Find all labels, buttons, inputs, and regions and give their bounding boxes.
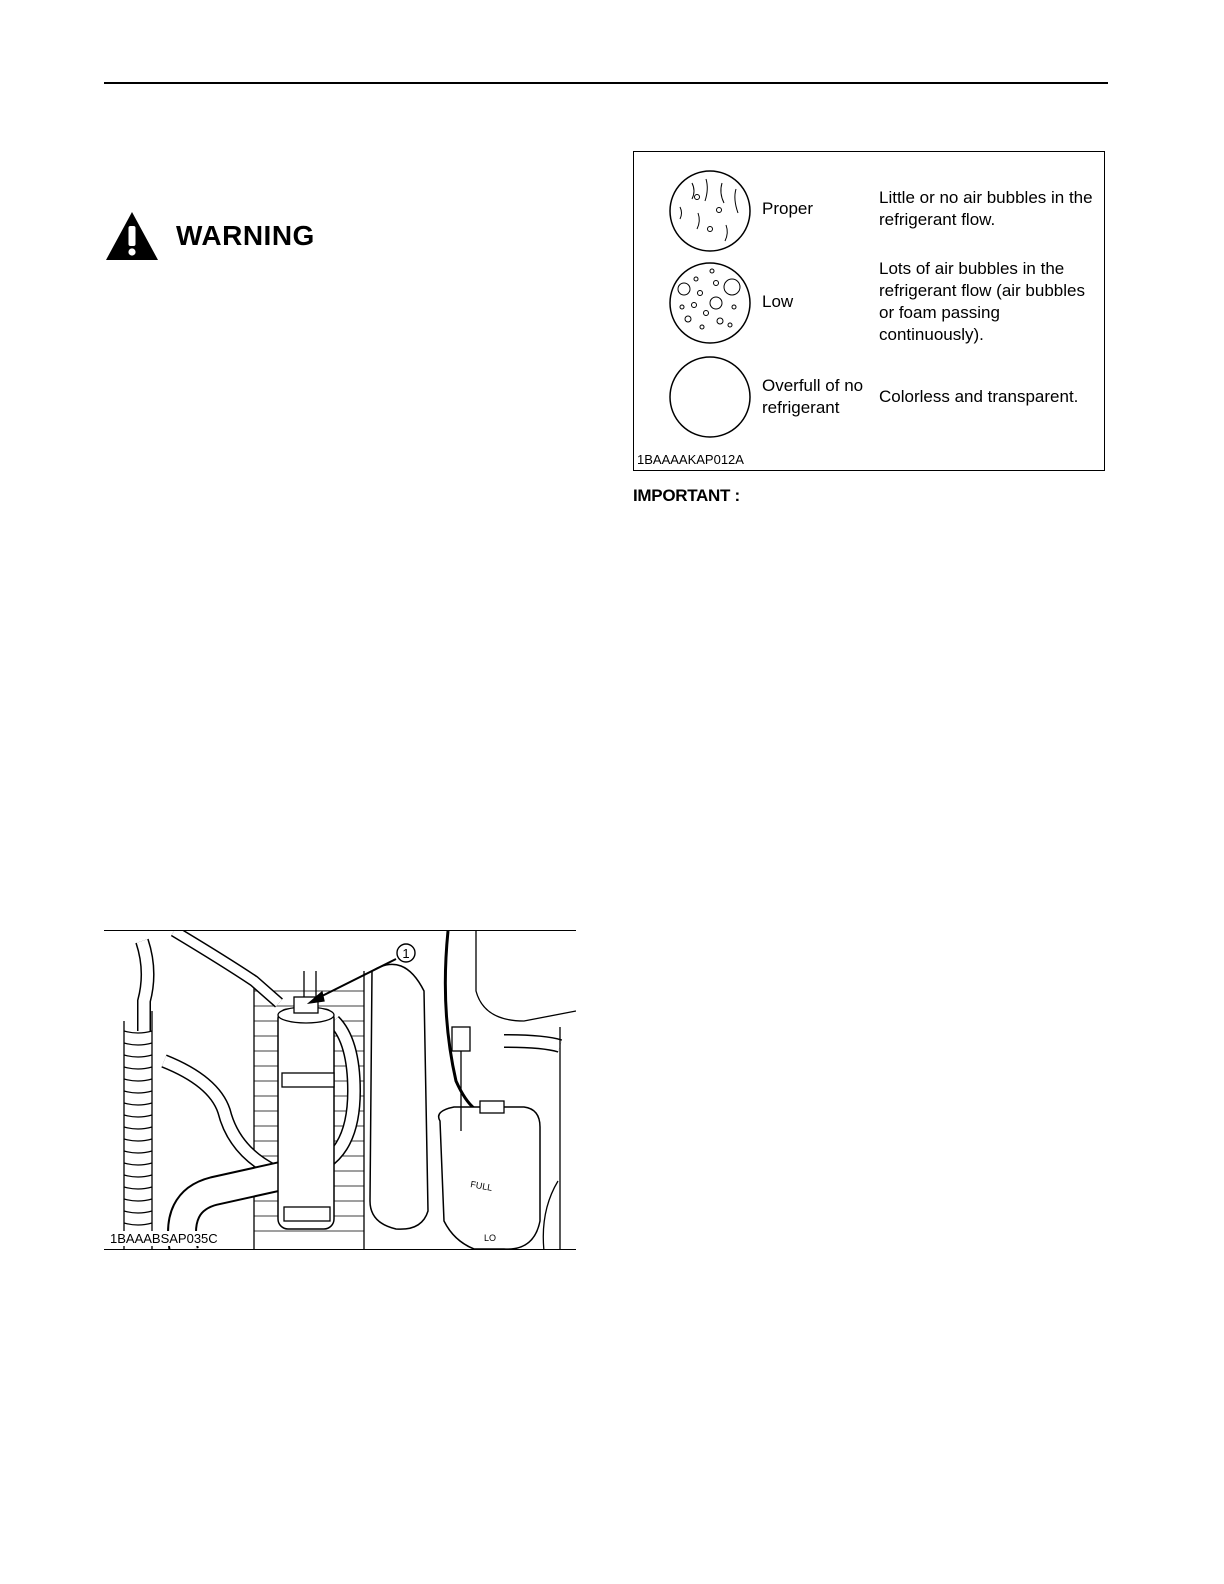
callout-number: 1 (402, 946, 410, 961)
sight-glass-proper-icon (668, 169, 752, 253)
receiver-drier-photo (104, 930, 576, 1250)
sight-glass-clear-icon (668, 355, 752, 439)
warning-triangle-icon (104, 210, 160, 262)
receiver-drier-illustration (104, 931, 576, 1250)
proper-label: Proper (762, 199, 814, 218)
figure-caption: 1BAAAAKAP012A (637, 452, 744, 467)
sight-glass-figure (633, 151, 1105, 471)
photo-caption: 1BAAABSAP035C (110, 1231, 218, 1246)
sight-glass-low-icon (668, 261, 752, 345)
important-heading: IMPORTANT : (633, 486, 740, 505)
proper-description: Little or no air bubbles in the refrigerant flow. (879, 188, 1093, 229)
low-description: Lots of air bubbles in the refrigerant flow (air bubbles or foam passing continuously). (879, 259, 1085, 344)
tank-low-label: LO (484, 1233, 497, 1243)
overfull-description: Colorless and transparent. (879, 387, 1079, 406)
overfull-label: Overfull of no refrigerant (762, 376, 864, 417)
low-label: Low (762, 292, 794, 311)
warning-label: WARNING (176, 220, 315, 251)
tank-full-label: FULL (469, 1179, 494, 1193)
warning-heading (104, 208, 315, 264)
header-rule (104, 82, 1108, 84)
